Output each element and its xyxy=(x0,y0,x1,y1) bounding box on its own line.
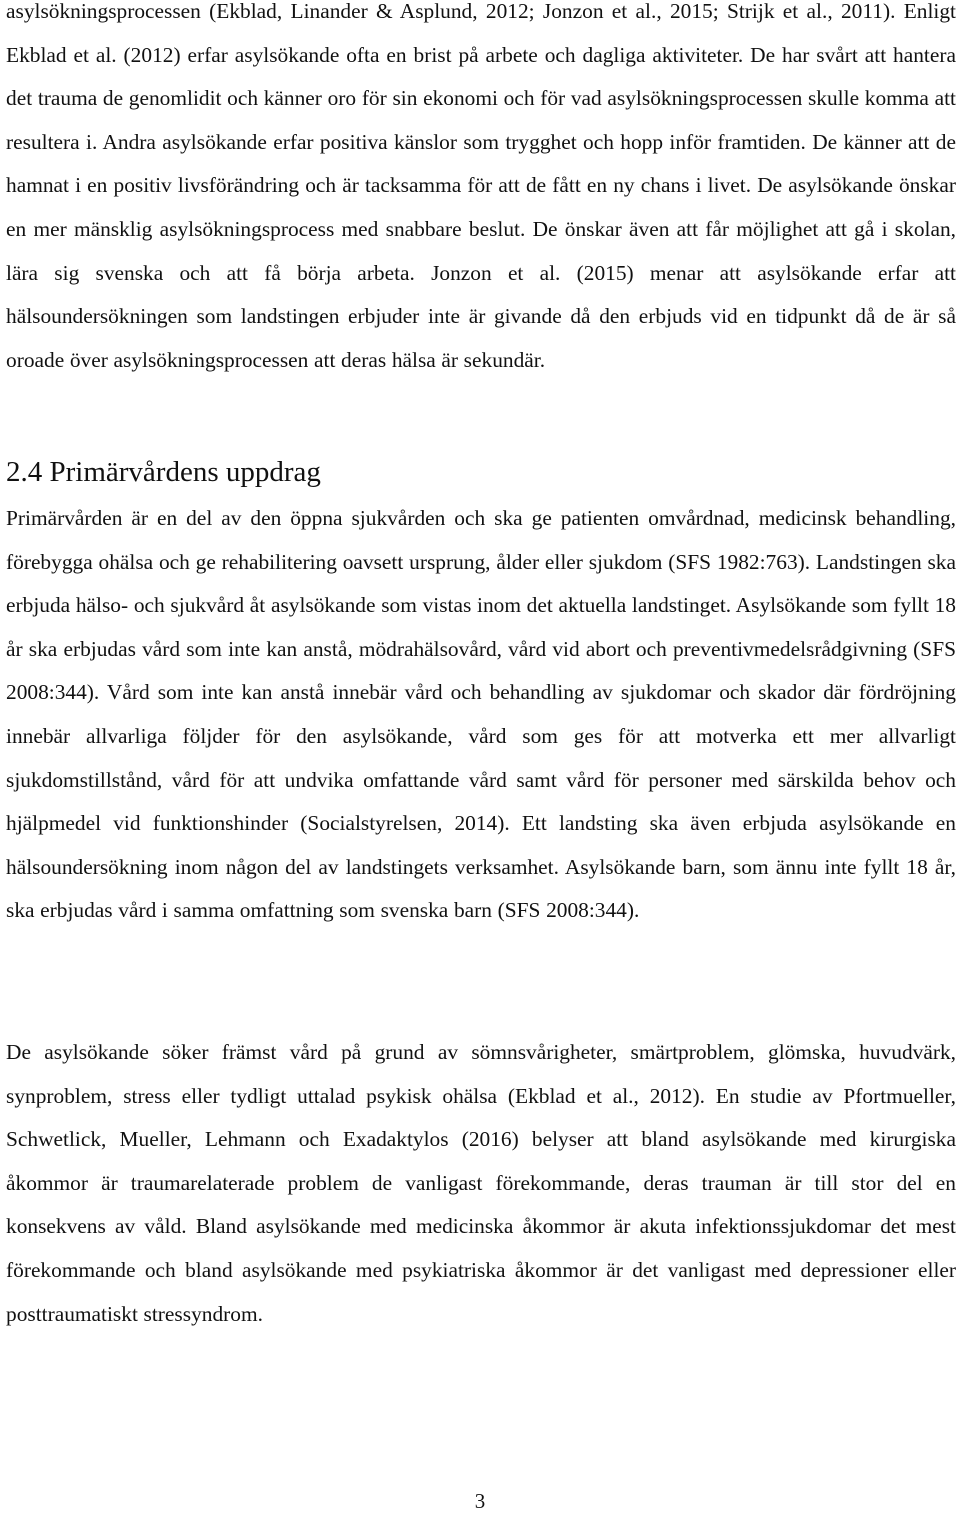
body-paragraph-3: De asylsökande söker främst vård på grund av sömnsvårigheter, smärtproblem, glömska, huvudvärk, synproblem, stress eller tydligt uttalad psykisk ohälsa (Ekblad et al., 2012). En studie av Pfortmueller, Schwetlick, Mueller, Lehmann och Exadaktylos (2016) belyser att bland asylsökande med kirurgiska åkommor är traumarelaterade problem de vanligast förekommande, deras trauman är till stor del en konsekvens av våld. Bland asylsökande med medicinska åkommor är akuta infektionssjukdomar det mest förekommande och bland asylsökande med psykiatriska åkommor är det vanligast med depressioner eller posttraumatiskt stressyndrom. xyxy=(6,1040,956,1326)
body-paragraph-1: asylsökningsprocessen (Ekblad, Linander & Asplund, 2012; Jonzon et al., 2015; Strijk et al., 2011). Enligt Ekblad et al. (2012) erfar asylsökande ofta en brist på arbete och dagliga aktiviteter. De har svårt att hantera det trauma de genomlidit och känner oro för sin ekonomi och för vad asylsökningsprocessen skulle komma att resultera i. Andra asylsökande erfar positiva känslor som trygghet och hopp inför framtiden. De känner att de hamnat i en positiv livsförändring och är tacksamma för att de fått en ny chans i livet. De asylsökande önskar en mer mänsklig asylsökningsprocess med snabbare beslut. De önskar även att får möjlighet att gå i skolan, lära sig svenska och att få börja arbeta. Jonzon et al. (2015) menar att asylsökande erfar att hälsoundersökningen som landstingen erbjuder inte är givande då den erbjuds vid en tidpunkt då de är så oroade över asylsökningsprocessen att deras hälsa är sekundär. xyxy=(6,0,956,372)
body-paragraph-2: Primärvården är en del av den öppna sjukvården och ska ge patienten omvårdnad, medicinsk behandling, förebygga ohälsa och ge rehabilitering oavsett ursprung, ålder eller sjukdom (SFS 1982:763). Landstingen ska erbjuda hälso- och sjukvård åt asylsökande som vistas inom det aktuella landstinget. Asylsökande som fyllt 18 år ska erbjudas vård som inte kan anstå, mödrahälsovård, vård vid abort och preventivmedelsrådgivning (SFS 2008:344). Vård som inte kan anstå innebär vård och behandling av sjukdomar och skador där fördröjning innebär allvarliga följder för den asylsökande, vård som ges för att motverka ett mer allvarligt sjukdomstillstånd, vård för att undvika omfattande vård samt vård för personer med särskilda behov och hjälpmedel vid funktionshinder (Socialstyrelsen, 2014). Ett landsting ska även erbjuda asylsökande en hälsoundersökning inom någon del av landstingets verksamhet. Asylsökande barn, som ännu inte fyllt 18 år, ska erbjudas vård i samma omfattning som svenska barn (SFS 2008:344). xyxy=(6,506,956,923)
page-number: 3 xyxy=(474,1489,486,1513)
section-heading: 2.4 Primärvårdens uppdrag xyxy=(6,456,321,488)
